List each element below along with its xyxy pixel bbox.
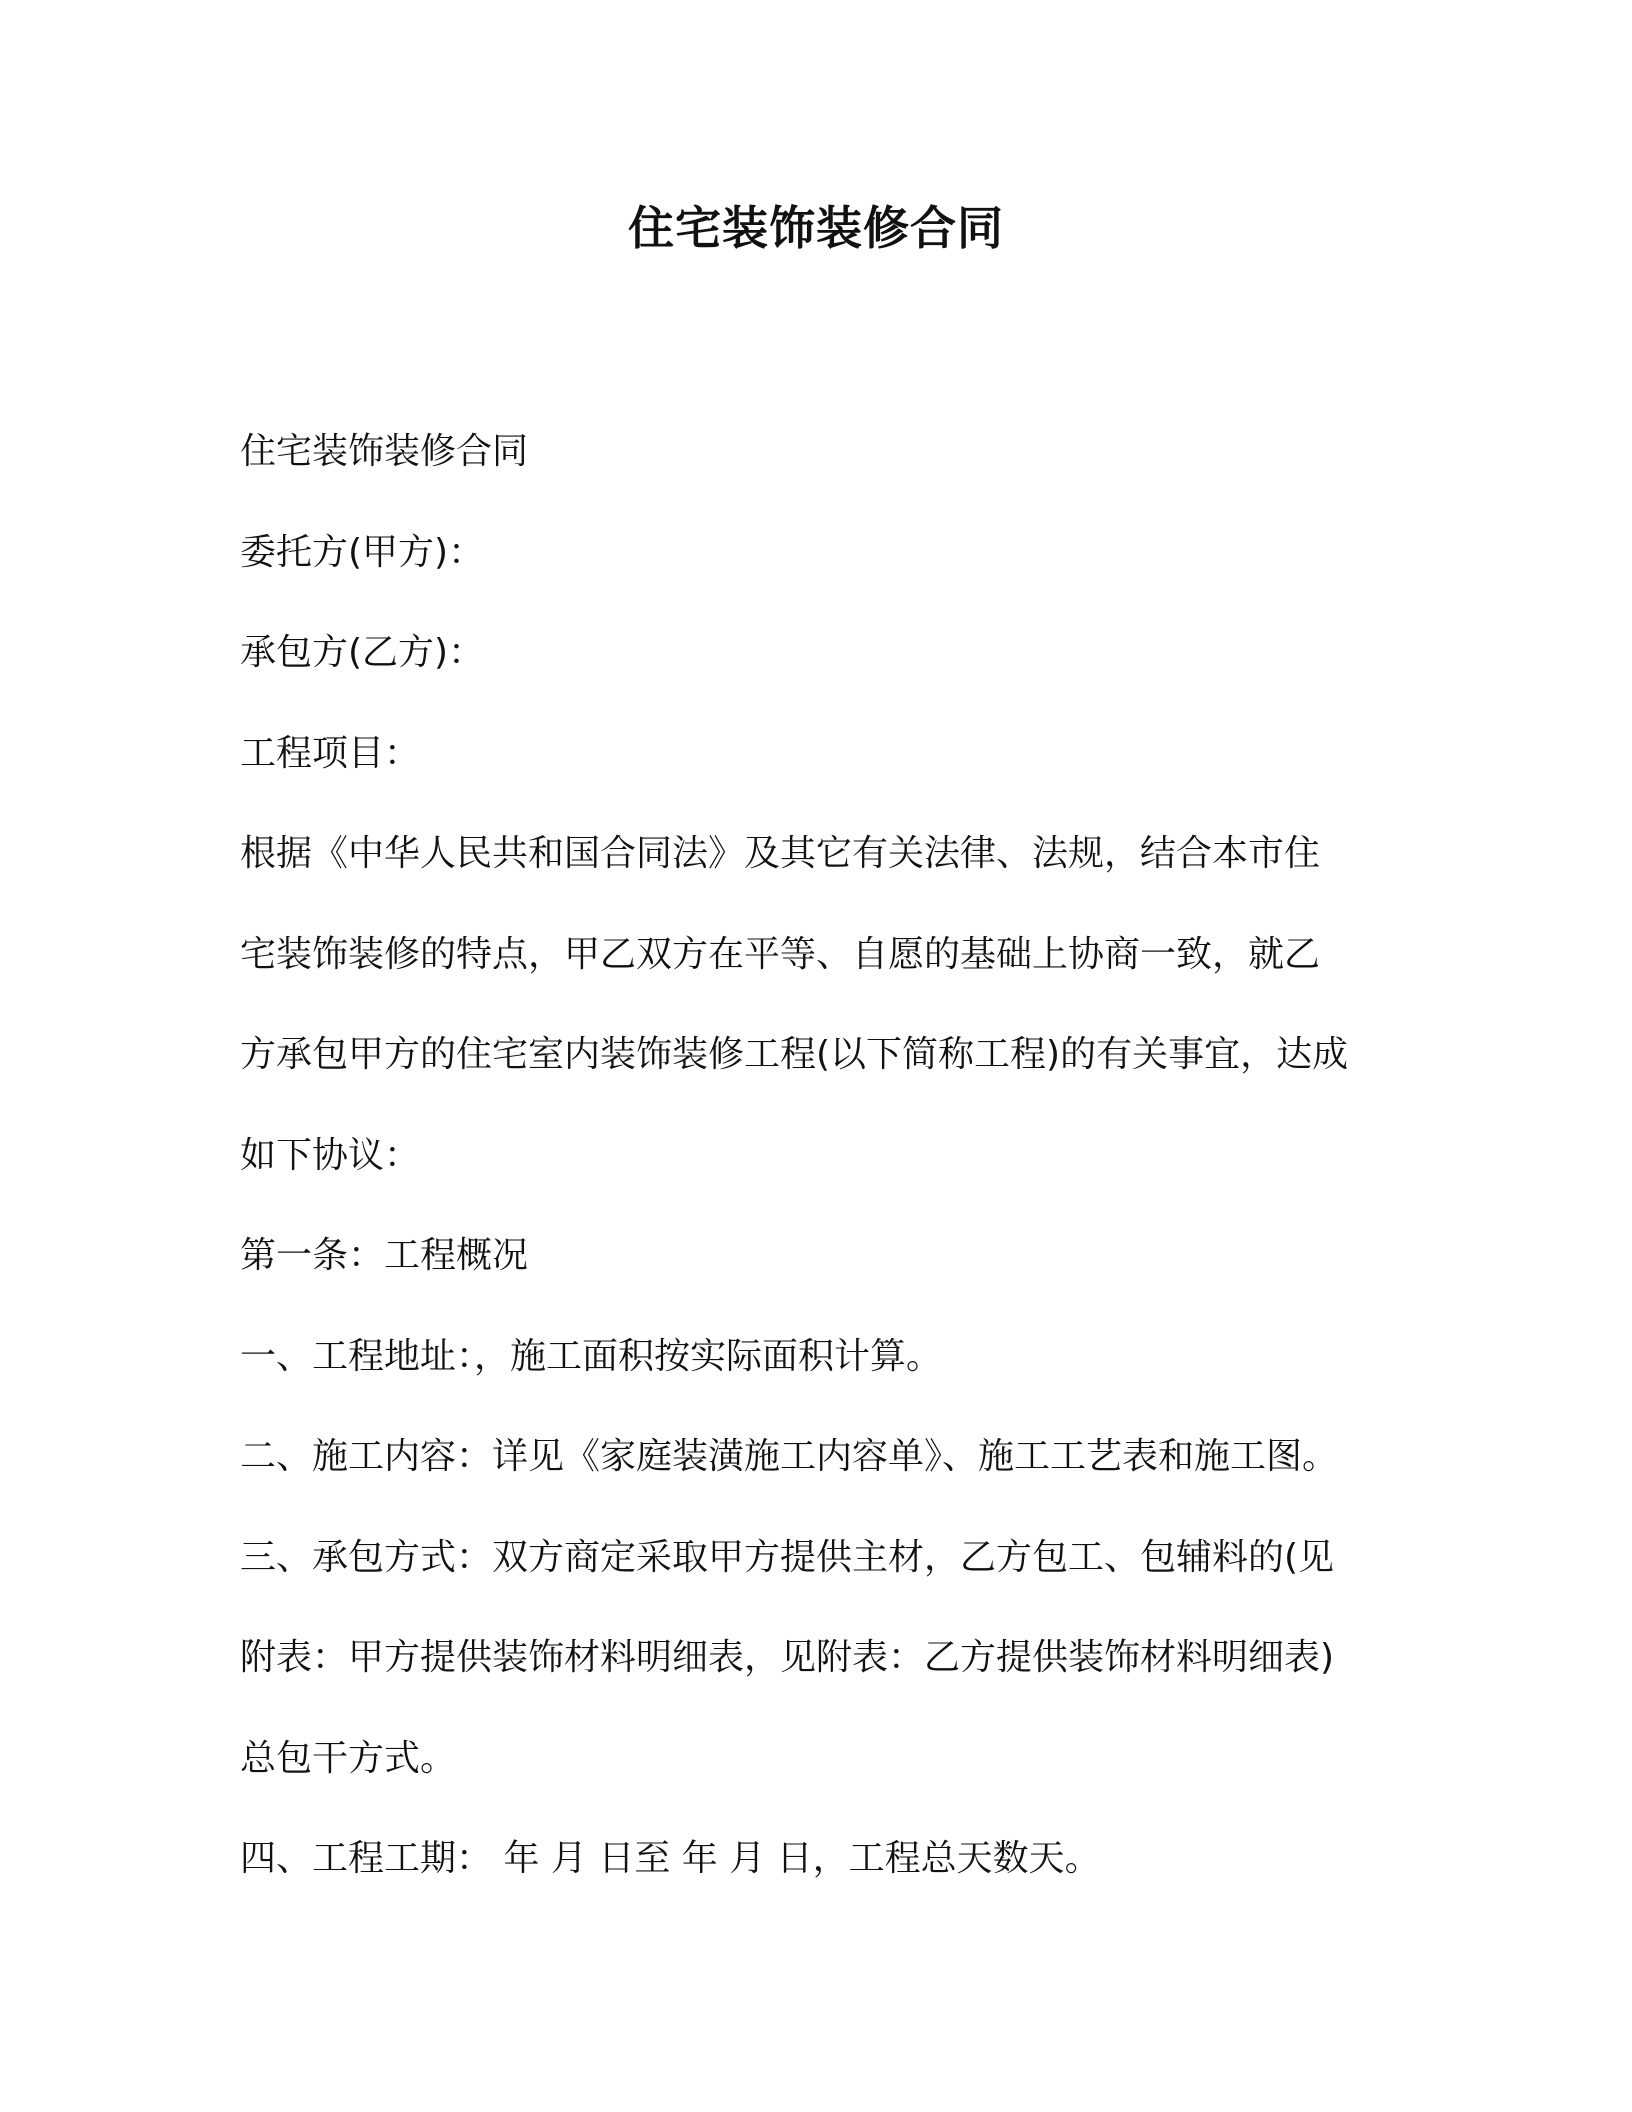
preamble-line-1: 根据《中华人民共和国合同法》及其它有关法律、法规，结合本市住	[240, 833, 1321, 874]
article-1-heading: 第一条：工程概况	[240, 1235, 529, 1276]
clause-3-line-2: 附表：甲方提供装饰材料明细表，见附表：乙方提供装饰材料明细表)	[240, 1637, 1335, 1678]
heading-line: 住宅装饰装修合同	[240, 431, 529, 472]
document-title: 住宅装饰装修合同	[628, 201, 1004, 255]
clause-4-duration: 四、工程工期： 年 月 日至 年 月 日，工程总天数天。	[240, 1838, 1101, 1879]
clause-2-content: 二、施工内容：详见《家庭装潢施工内容单》、施工工艺表和施工图。	[240, 1436, 1339, 1477]
party-b-line: 承包方(乙方)：	[240, 632, 485, 673]
preamble-line-4: 如下协议：	[240, 1134, 421, 1176]
preamble-line-2: 宅装饰装修的特点，甲乙双方在平等、自愿的基础上协商一致，就乙	[240, 933, 1321, 975]
project-line: 工程项目：	[240, 732, 421, 774]
clause-1-address: 一、工程地址：，施工面积按实际面积计算。	[240, 1335, 943, 1377]
preamble-line-3: 方承包甲方的住宅室内装饰装修工程(以下简称工程)的有关事宜，达成	[240, 1034, 1349, 1075]
clause-3-line-1: 三、承包方式：双方商定采取甲方提供主材，乙方包工、包辅料的(见	[240, 1536, 1335, 1578]
document-body	[240, 402, 1420, 1910]
party-a-line: 委托方(甲方)：	[240, 531, 485, 573]
clause-3-line-3: 总包干方式。	[240, 1737, 457, 1779]
